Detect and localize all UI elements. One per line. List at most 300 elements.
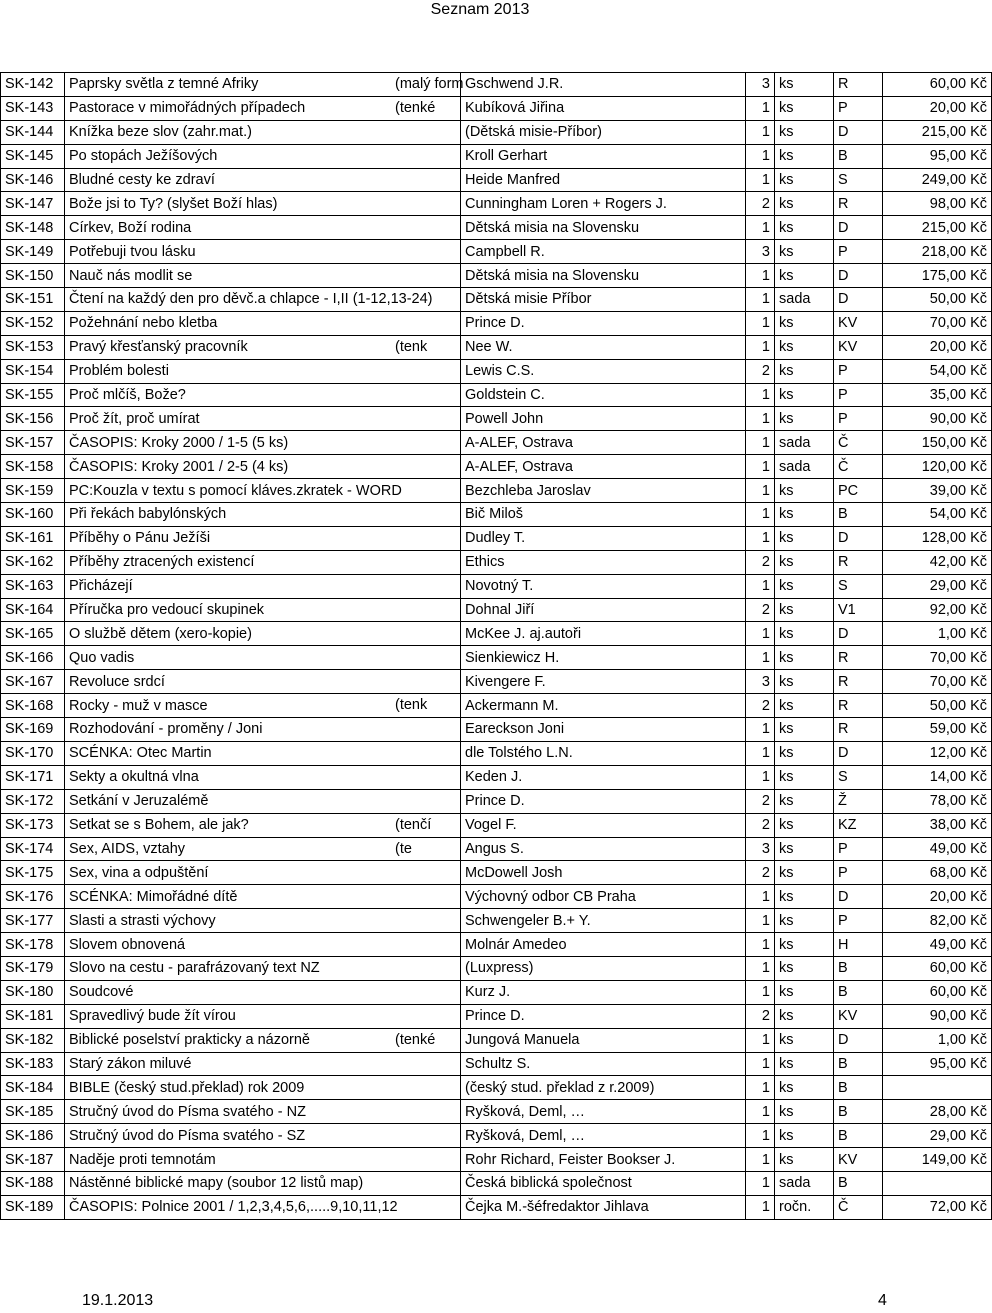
item-code: SK-180 bbox=[1, 980, 65, 1004]
item-title bbox=[65, 407, 461, 431]
item-author: Ryšková, Deml, … bbox=[461, 1124, 746, 1148]
table-row bbox=[1, 765, 992, 789]
item-title-text: Pastorace v mimořádných případech bbox=[69, 100, 306, 117]
item-code: SK-155 bbox=[1, 383, 65, 407]
item-quantity: 1 bbox=[746, 574, 775, 598]
item-quantity: 1 bbox=[746, 479, 775, 503]
item-unit: ks bbox=[775, 503, 834, 527]
item-quantity: 1 bbox=[746, 718, 775, 742]
table-row bbox=[1, 73, 992, 97]
item-code: SK-179 bbox=[1, 956, 65, 980]
item-author: Prince D. bbox=[461, 1004, 746, 1028]
item-quantity: 2 bbox=[746, 359, 775, 383]
item-category: V1 bbox=[834, 598, 883, 622]
item-quantity: 1 bbox=[746, 909, 775, 933]
item-title-text: Příručka pro vedoucí skupinek bbox=[69, 602, 265, 619]
item-unit: ks bbox=[775, 789, 834, 813]
table-row bbox=[1, 1076, 992, 1100]
item-quantity: 1 bbox=[746, 503, 775, 527]
catalog-table-wrapper bbox=[0, 72, 992, 1220]
item-code: SK-156 bbox=[1, 407, 65, 431]
item-price: 54,00 Kč bbox=[883, 503, 992, 527]
item-title bbox=[65, 741, 461, 765]
item-price: 20,00 Kč bbox=[883, 335, 992, 359]
item-title-text: Sex, vina a odpuštění bbox=[69, 864, 209, 881]
item-price: 50,00 Kč bbox=[883, 694, 992, 718]
item-author: Dětská misia na Slovensku bbox=[461, 264, 746, 288]
item-code: SK-186 bbox=[1, 1124, 65, 1148]
item-price: 60,00 Kč bbox=[883, 73, 992, 97]
item-unit: ks bbox=[775, 1124, 834, 1148]
item-quantity: 1 bbox=[746, 622, 775, 646]
item-category: P bbox=[834, 407, 883, 431]
item-title bbox=[65, 885, 461, 909]
item-category: Č bbox=[834, 431, 883, 455]
item-quantity: 1 bbox=[746, 455, 775, 479]
item-author: Heide Manfred bbox=[461, 168, 746, 192]
item-code: SK-174 bbox=[1, 837, 65, 861]
item-unit: ks bbox=[775, 980, 834, 1004]
item-format-note: (tenké bbox=[395, 1031, 436, 1048]
item-category: P bbox=[834, 240, 883, 264]
table-row bbox=[1, 718, 992, 742]
item-unit: ks bbox=[775, 1028, 834, 1052]
item-author: Dětská misia na Slovensku bbox=[461, 216, 746, 240]
item-unit: ks bbox=[775, 1052, 834, 1076]
item-author: Sienkiewicz H. bbox=[461, 646, 746, 670]
item-unit: sada bbox=[775, 1171, 834, 1195]
item-unit: ks bbox=[775, 526, 834, 550]
item-category: P bbox=[834, 359, 883, 383]
item-title-text: Bože jsi to Ty? (slyšet Boží hlas) bbox=[69, 195, 278, 212]
table-row bbox=[1, 598, 992, 622]
item-category: R bbox=[834, 718, 883, 742]
item-category: D bbox=[834, 1028, 883, 1052]
item-quantity: 2 bbox=[746, 598, 775, 622]
item-title-text: Stručný úvod do Písma svatého - SZ bbox=[69, 1127, 306, 1144]
table-row bbox=[1, 455, 992, 479]
item-quantity: 1 bbox=[746, 526, 775, 550]
item-quantity: 2 bbox=[746, 550, 775, 574]
item-code: SK-176 bbox=[1, 885, 65, 909]
item-price: 70,00 Kč bbox=[883, 646, 992, 670]
item-title-text: Nauč nás modlit se bbox=[69, 267, 193, 284]
item-author: Lewis C.S. bbox=[461, 359, 746, 383]
item-author: McKee J. aj.autoři bbox=[461, 622, 746, 646]
item-title-text: Slovem obnovená bbox=[69, 936, 186, 953]
item-unit: ks bbox=[775, 670, 834, 694]
table-row bbox=[1, 789, 992, 813]
item-format-note: (tenk bbox=[395, 338, 428, 355]
item-unit: ks bbox=[775, 598, 834, 622]
item-category: D bbox=[834, 288, 883, 312]
item-title bbox=[65, 980, 461, 1004]
item-title bbox=[65, 1171, 461, 1195]
item-title bbox=[65, 1148, 461, 1172]
item-title bbox=[65, 526, 461, 550]
item-price: 60,00 Kč bbox=[883, 956, 992, 980]
item-author: Keden J. bbox=[461, 765, 746, 789]
item-format-note: (tenké bbox=[395, 99, 436, 116]
item-code: SK-181 bbox=[1, 1004, 65, 1028]
item-price bbox=[883, 1171, 992, 1195]
item-category: H bbox=[834, 933, 883, 957]
item-quantity: 3 bbox=[746, 670, 775, 694]
table-row bbox=[1, 1148, 992, 1172]
item-code: SK-188 bbox=[1, 1171, 65, 1195]
item-unit: ks bbox=[775, 359, 834, 383]
item-title bbox=[65, 1004, 461, 1028]
item-title-text: Slovo na cestu - parafrázovaný text NZ bbox=[69, 960, 320, 977]
item-unit: ks bbox=[775, 933, 834, 957]
item-price: 29,00 Kč bbox=[883, 1124, 992, 1148]
item-title-text: Biblické poselství prakticky a názorně bbox=[69, 1032, 310, 1049]
item-author: Molnár Amedeo bbox=[461, 933, 746, 957]
item-author: Prince D. bbox=[461, 789, 746, 813]
table-row bbox=[1, 622, 992, 646]
table-row bbox=[1, 980, 992, 1004]
item-author: Kurz J. bbox=[461, 980, 746, 1004]
item-unit: ks bbox=[775, 550, 834, 574]
item-price: 70,00 Kč bbox=[883, 311, 992, 335]
item-price: 215,00 Kč bbox=[883, 120, 992, 144]
item-title bbox=[65, 1052, 461, 1076]
item-price: 60,00 Kč bbox=[883, 980, 992, 1004]
item-code: SK-185 bbox=[1, 1100, 65, 1124]
item-quantity: 1 bbox=[746, 1028, 775, 1052]
item-price: 54,00 Kč bbox=[883, 359, 992, 383]
catalog-table bbox=[0, 72, 992, 1220]
item-category: KZ bbox=[834, 813, 883, 837]
item-title bbox=[65, 1124, 461, 1148]
item-title bbox=[65, 574, 461, 598]
item-code: SK-158 bbox=[1, 455, 65, 479]
table-row bbox=[1, 168, 992, 192]
item-title bbox=[65, 96, 461, 120]
item-unit: ks bbox=[775, 837, 834, 861]
item-category: Ž bbox=[834, 789, 883, 813]
item-category: KV bbox=[834, 1148, 883, 1172]
item-code: SK-168 bbox=[1, 694, 65, 718]
item-author: Rohr Richard, Feister Bookser J. bbox=[461, 1148, 746, 1172]
item-category: P bbox=[834, 837, 883, 861]
table-row bbox=[1, 311, 992, 335]
item-title-text: Potřebuji tvou lásku bbox=[69, 243, 196, 260]
item-price: 20,00 Kč bbox=[883, 96, 992, 120]
item-unit: ks bbox=[775, 813, 834, 837]
item-title-text: Nástěnné biblické mapy (soubor 12 listů map) bbox=[69, 1175, 364, 1192]
item-code: SK-173 bbox=[1, 813, 65, 837]
table-row bbox=[1, 1028, 992, 1052]
table-row bbox=[1, 144, 992, 168]
table-row bbox=[1, 1124, 992, 1148]
item-code: SK-147 bbox=[1, 192, 65, 216]
item-code: SK-149 bbox=[1, 240, 65, 264]
item-unit: ks bbox=[775, 311, 834, 335]
item-author: Novotný T. bbox=[461, 574, 746, 598]
item-quantity: 1 bbox=[746, 1171, 775, 1195]
item-quantity: 1 bbox=[746, 646, 775, 670]
table-row bbox=[1, 1100, 992, 1124]
item-title-text: Rozhodování - proměny / Joni bbox=[69, 721, 263, 738]
item-unit: ks bbox=[775, 1148, 834, 1172]
item-unit: ks bbox=[775, 694, 834, 718]
table-row bbox=[1, 120, 992, 144]
item-author: Goldstein C. bbox=[461, 383, 746, 407]
item-author: (Luxpress) bbox=[461, 956, 746, 980]
item-category: Č bbox=[834, 455, 883, 479]
item-unit: ročn. bbox=[775, 1195, 834, 1219]
item-author: Prince D. bbox=[461, 311, 746, 335]
item-title-text: Církev, Boží rodina bbox=[69, 219, 192, 236]
item-format-note: (te bbox=[395, 840, 412, 857]
item-unit: ks bbox=[775, 407, 834, 431]
item-author: Bič Miloš bbox=[461, 503, 746, 527]
item-title-text: Pravý křesťanský pracovník bbox=[69, 339, 248, 356]
item-author: Výchovný odbor CB Praha bbox=[461, 885, 746, 909]
item-title bbox=[65, 1076, 461, 1100]
item-quantity: 1 bbox=[746, 288, 775, 312]
item-quantity: 1 bbox=[746, 741, 775, 765]
item-title-text: Čtení na každý den pro děvč.a chlapce - I,II (1-12,13-24) bbox=[69, 291, 433, 308]
item-category: D bbox=[834, 741, 883, 765]
item-title bbox=[65, 789, 461, 813]
item-quantity: 2 bbox=[746, 789, 775, 813]
item-quantity: 3 bbox=[746, 837, 775, 861]
item-title bbox=[65, 670, 461, 694]
item-format-note: (malý form bbox=[395, 76, 464, 92]
item-category: D bbox=[834, 622, 883, 646]
item-unit: sada bbox=[775, 455, 834, 479]
item-unit: ks bbox=[775, 216, 834, 240]
item-author: dle Tolstého L.N. bbox=[461, 741, 746, 765]
item-price: 39,00 Kč bbox=[883, 479, 992, 503]
item-title-text: ČASOPIS: Kroky 2001 / 2-5 (4 ks) bbox=[69, 458, 289, 475]
item-code: SK-157 bbox=[1, 431, 65, 455]
item-price bbox=[883, 1076, 992, 1100]
item-title-text: Požehnání nebo kletba bbox=[69, 315, 218, 332]
item-author: Vogel F. bbox=[461, 813, 746, 837]
footer-date: 19.1.2013 bbox=[82, 1292, 154, 1309]
item-title-text: Paprsky světla z temné Afriky bbox=[69, 76, 259, 93]
item-title-text: Proč žít, proč umírat bbox=[69, 410, 200, 427]
item-category: D bbox=[834, 216, 883, 240]
item-code: SK-152 bbox=[1, 311, 65, 335]
item-author: Česká biblická společnost bbox=[461, 1171, 746, 1195]
table-row bbox=[1, 503, 992, 527]
item-category: P bbox=[834, 861, 883, 885]
item-price: 68,00 Kč bbox=[883, 861, 992, 885]
item-code: SK-143 bbox=[1, 96, 65, 120]
item-author: Eareckson Joni bbox=[461, 718, 746, 742]
item-quantity: 1 bbox=[746, 1148, 775, 1172]
item-price: 150,00 Kč bbox=[883, 431, 992, 455]
item-format-note: (tenčí bbox=[395, 816, 432, 833]
item-code: SK-150 bbox=[1, 264, 65, 288]
item-quantity: 1 bbox=[746, 1052, 775, 1076]
item-title bbox=[65, 455, 461, 479]
table-row bbox=[1, 741, 992, 765]
catalog-table-body bbox=[1, 73, 992, 1220]
item-category: P bbox=[834, 96, 883, 120]
item-category: R bbox=[834, 670, 883, 694]
item-code: SK-189 bbox=[1, 1195, 65, 1219]
item-title bbox=[65, 598, 461, 622]
item-price: 59,00 Kč bbox=[883, 718, 992, 742]
item-unit: ks bbox=[775, 1004, 834, 1028]
item-quantity: 1 bbox=[746, 1076, 775, 1100]
item-price: 49,00 Kč bbox=[883, 837, 992, 861]
item-title bbox=[65, 216, 461, 240]
item-title-text: Sekty a okultná vlna bbox=[69, 769, 199, 786]
item-title-text: BIBLE (český stud.překlad) rok 2009 bbox=[69, 1079, 305, 1096]
item-title bbox=[65, 503, 461, 527]
item-author: Ackermann M. bbox=[461, 694, 746, 718]
table-row bbox=[1, 550, 992, 574]
item-title bbox=[65, 694, 461, 718]
item-price: 215,00 Kč bbox=[883, 216, 992, 240]
table-row bbox=[1, 216, 992, 240]
item-category: S bbox=[834, 765, 883, 789]
item-unit: ks bbox=[775, 264, 834, 288]
item-price: 50,00 Kč bbox=[883, 288, 992, 312]
item-category: P bbox=[834, 909, 883, 933]
item-title-text: Starý zákon miluvé bbox=[69, 1055, 192, 1072]
item-unit: ks bbox=[775, 909, 834, 933]
item-author: (Dětská misie-Příbor) bbox=[461, 120, 746, 144]
item-code: SK-172 bbox=[1, 789, 65, 813]
item-price: 149,00 Kč bbox=[883, 1148, 992, 1172]
item-price: 95,00 Kč bbox=[883, 144, 992, 168]
item-title-text: Příběhy ztracených existencí bbox=[69, 554, 255, 571]
item-category: S bbox=[834, 574, 883, 598]
table-row bbox=[1, 909, 992, 933]
item-author: McDowell Josh bbox=[461, 861, 746, 885]
item-title bbox=[65, 622, 461, 646]
item-title bbox=[65, 550, 461, 574]
item-unit: ks bbox=[775, 240, 834, 264]
item-quantity: 1 bbox=[746, 216, 775, 240]
item-quantity: 2 bbox=[746, 192, 775, 216]
item-price: 98,00 Kč bbox=[883, 192, 992, 216]
item-unit: ks bbox=[775, 479, 834, 503]
item-title bbox=[65, 144, 461, 168]
item-title-text: Po stopách Ježíšových bbox=[69, 148, 218, 165]
item-category: B bbox=[834, 956, 883, 980]
item-price: 28,00 Kč bbox=[883, 1100, 992, 1124]
item-price: 42,00 Kč bbox=[883, 550, 992, 574]
item-unit: ks bbox=[775, 956, 834, 980]
footer-page-number: 4 bbox=[878, 1292, 887, 1309]
item-price: 128,00 Kč bbox=[883, 526, 992, 550]
item-title-text: Slasti a strasti výchovy bbox=[69, 912, 216, 929]
item-category: D bbox=[834, 526, 883, 550]
table-row bbox=[1, 383, 992, 407]
item-title-text: Knížka beze slov (zahr.mat.) bbox=[69, 124, 252, 141]
item-format-note: (tenk bbox=[395, 697, 428, 714]
item-author: Ryšková, Deml, … bbox=[461, 1100, 746, 1124]
item-unit: ks bbox=[775, 168, 834, 192]
item-quantity: 1 bbox=[746, 431, 775, 455]
table-row bbox=[1, 1171, 992, 1195]
item-category: P bbox=[834, 383, 883, 407]
item-code: SK-159 bbox=[1, 479, 65, 503]
item-unit: ks bbox=[775, 383, 834, 407]
item-code: SK-178 bbox=[1, 933, 65, 957]
item-unit: ks bbox=[775, 741, 834, 765]
item-price: 92,00 Kč bbox=[883, 598, 992, 622]
item-unit: ks bbox=[775, 144, 834, 168]
item-author: Ethics bbox=[461, 550, 746, 574]
item-code: SK-165 bbox=[1, 622, 65, 646]
item-category: D bbox=[834, 885, 883, 909]
item-author: Angus S. bbox=[461, 837, 746, 861]
item-title bbox=[65, 933, 461, 957]
item-category: KV bbox=[834, 1004, 883, 1028]
table-row bbox=[1, 264, 992, 288]
item-title bbox=[65, 73, 464, 97]
item-author: Dudley T. bbox=[461, 526, 746, 550]
table-row bbox=[1, 646, 992, 670]
item-author: Schwengeler B.+ Y. bbox=[461, 909, 746, 933]
item-title bbox=[65, 909, 461, 933]
item-title bbox=[65, 192, 461, 216]
item-title-text: Rocky - muž v masce bbox=[69, 697, 208, 714]
table-row bbox=[1, 670, 992, 694]
item-author: Kroll Gerhart bbox=[461, 144, 746, 168]
item-category: R bbox=[834, 73, 883, 97]
item-category: D bbox=[834, 264, 883, 288]
item-title-text: Naděje proti temnotám bbox=[69, 1151, 216, 1168]
item-price: 95,00 Kč bbox=[883, 1052, 992, 1076]
item-category: S bbox=[834, 168, 883, 192]
item-unit: ks bbox=[775, 765, 834, 789]
item-category: Č bbox=[834, 1195, 883, 1219]
item-price: 120,00 Kč bbox=[883, 455, 992, 479]
table-row bbox=[1, 694, 992, 718]
item-price: 72,00 Kč bbox=[883, 1195, 992, 1219]
item-code: SK-166 bbox=[1, 646, 65, 670]
item-code: SK-177 bbox=[1, 909, 65, 933]
item-unit: ks bbox=[775, 718, 834, 742]
item-code: SK-167 bbox=[1, 670, 65, 694]
item-category: KV bbox=[834, 335, 883, 359]
item-author: Schultz S. bbox=[461, 1052, 746, 1076]
item-code: SK-187 bbox=[1, 1148, 65, 1172]
item-quantity: 1 bbox=[746, 120, 775, 144]
item-title bbox=[65, 335, 461, 359]
table-row bbox=[1, 407, 992, 431]
item-title-text: Proč mlčíš, Bože? bbox=[69, 387, 186, 404]
table-row bbox=[1, 335, 992, 359]
item-price: 249,00 Kč bbox=[883, 168, 992, 192]
item-price: 175,00 Kč bbox=[883, 264, 992, 288]
item-title bbox=[65, 383, 461, 407]
item-unit: ks bbox=[775, 192, 834, 216]
item-quantity: 2 bbox=[746, 1004, 775, 1028]
item-title-text: Setkání v Jeruzalémě bbox=[69, 793, 209, 810]
item-title bbox=[65, 120, 461, 144]
table-row bbox=[1, 431, 992, 455]
item-title-text: PC:Kouzla v textu s pomocí kláves.zkratek - WORD bbox=[69, 482, 402, 499]
item-title-text: Quo vadis bbox=[69, 649, 135, 666]
item-author: Čejka M.-šéfredaktor Jihlava bbox=[461, 1195, 746, 1219]
item-author: Dohnal Jiří bbox=[461, 598, 746, 622]
item-title bbox=[65, 359, 461, 383]
item-title bbox=[65, 431, 461, 455]
item-category: B bbox=[834, 144, 883, 168]
item-title-text: Přicházejí bbox=[69, 578, 133, 595]
